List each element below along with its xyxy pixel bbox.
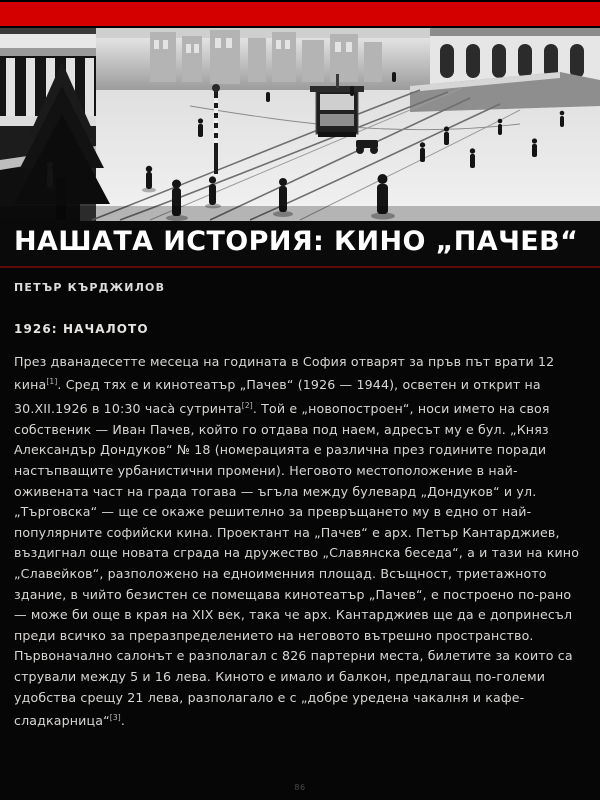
footnote-marker: [1] (46, 377, 58, 387)
footnote-marker: [3] (109, 713, 121, 723)
historic-street-photo-icon (0, 28, 600, 221)
page-title: НАШАТА ИСТОРИЯ: КИНО „ПАЧЕВ“ (14, 226, 579, 257)
article-body (0, 336, 600, 800)
section-heading: 1926: НАЧАЛОТО (14, 321, 149, 336)
page-number: 86 (294, 783, 306, 792)
title-block (0, 221, 600, 268)
hero-photo (0, 28, 600, 221)
top-accent-band (0, 0, 600, 28)
author-byline: ПЕТЪР КЪРДЖИЛОВ (14, 280, 166, 294)
section-heading-block (0, 294, 600, 336)
body-paragraph: През дванадесетте месеца на годината в София отварят за пръв път врати 12 кина[1]. Сред тях е и кинотеатър „Пачев“ (1926 — 1944), осветен и открит на 30.XII.1926 в 10:30 часа̀ сутринта[2]. Той е „новопостроен“, носи името на своя собственик — Иван Пачев, който го отдава под наем, адресът му е бул. „Княз Александър Дондуков“ № 18 (номерацията е различна през годините поради настъпващите урбанистични промени). Неговото местоположение в най-оживената част на града тогава — ъгъла между булевард „Дондуков“ и ул. „Търговска“ — ще се окаже решително за превръщането му в едно от най-популярните софийски кина. Проектант на „Пачев“ е арх. Петър Кантарджиев, въздигнал още новата сграда на дружество „Славянска беседа“, а и тази на кино „Славейков“, разположено на едноименния площад. Всъщност, триетажното здание, в чийто безистен се помещава кинотеатър „Пачев“, е построено по-рано — може би още в края на XIX век, така че арх. Кантарджиев ще да е допринесъл преди всичко за преразпределението на неговото вътрешно пространство. Първоначално салонът е разполагал с 826 партерни места, билетите за които са стрували между 5 и 16 лева. Киното е имало и балкон, предлагащ по-големи удобства срещу 21 лева, разполагало е с „добре уредена чакалня и кафе-сладкарница“[3]. (14, 353, 580, 729)
footnote-marker: [2] (241, 401, 253, 411)
page-footer (0, 775, 600, 794)
byline-block (0, 268, 600, 294)
